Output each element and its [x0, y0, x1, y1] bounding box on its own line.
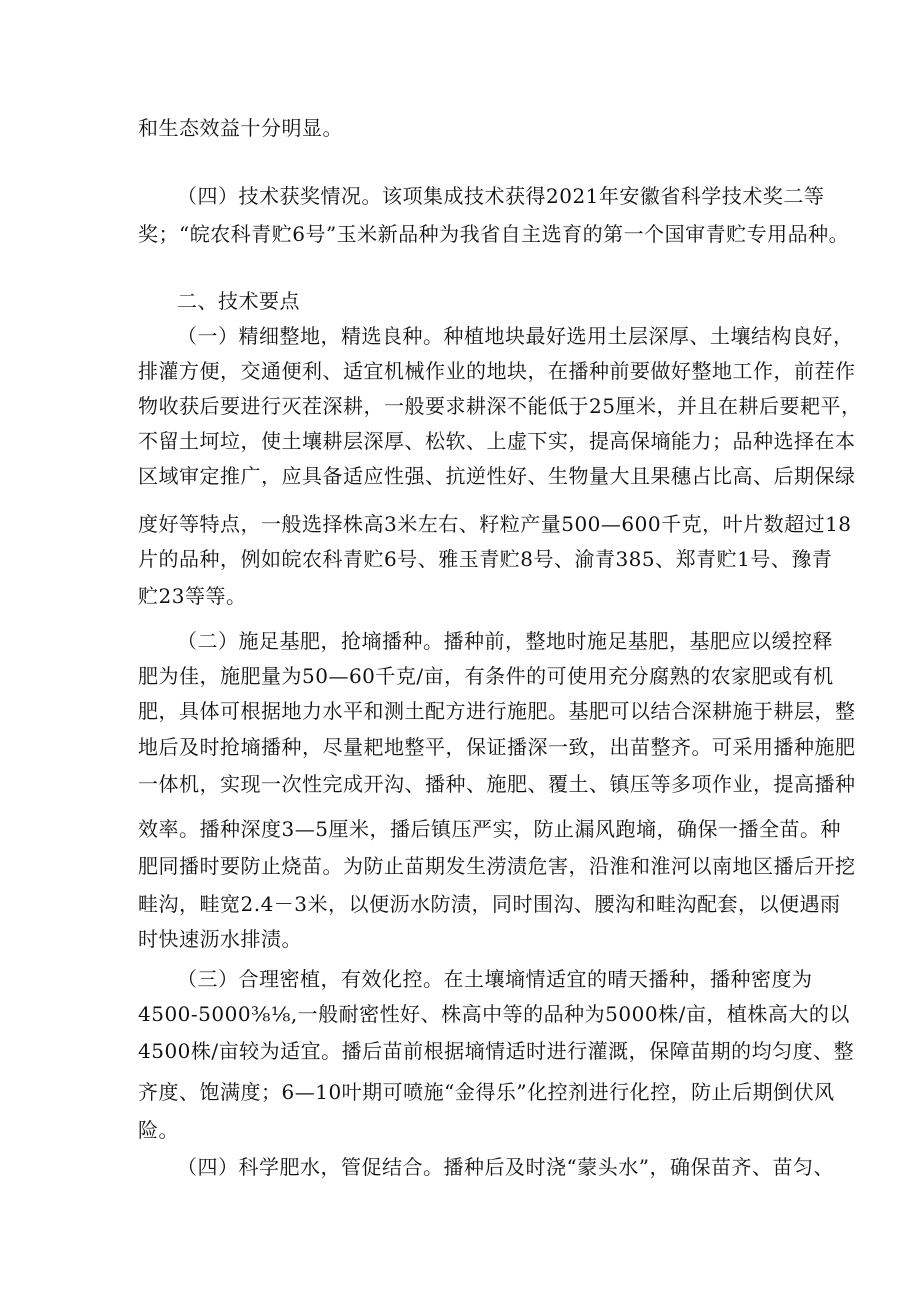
text-line: 度好等特点，一般选择株高3米左右、籽粒产量500—600千克，叶片数超过18	[138, 512, 852, 536]
text-line: 肥同播时要防止烧苗。为防止苗期发生涝渍危害，沿淮和淮河以南地区播后开挖	[138, 854, 856, 878]
section-heading: 二、技术要点	[177, 289, 300, 313]
text-line: 畦沟，畦宽2.4－3米，以便沥水防渍，同时围沟、腰沟和畦沟配套，以便遇雨	[138, 892, 841, 916]
text-line: 和生态效益十分明显。	[138, 116, 343, 140]
text-line: 4500-5000⅜⅛,一般耐密性好、株高中等的品种为5000株/亩，植株高大的以	[138, 1002, 850, 1026]
text-line: 区域审定推广，应具备适应性强、抗逆性好、生物量大且果穗占比高、后期保绿	[138, 464, 856, 488]
text-line: 时快速沥水排渍。	[138, 927, 302, 951]
text-line: 物收获后要进行灭茬深耕，一般要求耕深不能低于25厘米，并且在耕后要耙平，	[138, 394, 862, 418]
text-line: 一体机，实现一次性完成开沟、播种、施肥、覆土、镇压等多项作业，提高播种	[138, 772, 856, 796]
text-line: 险。	[138, 1118, 179, 1142]
text-line: （四）技术获奖情况。该项集成技术获得2021年安徽省科学技术奖二等	[177, 184, 825, 208]
text-line: （三）合理密植，有效化控。在土壤墒情适宜的晴天播种，播种密度为	[177, 967, 813, 991]
text-line: （二）施足基肥，抢墒播种。播种前，整地时施足基肥，基肥应以缓控释	[177, 629, 833, 653]
text-line: 贮23等等。	[138, 584, 247, 608]
text-line: （四）科学肥水，管促结合。播种后及时浇“蒙头水”，确保苗齐、苗匀、	[177, 1155, 834, 1179]
text-line: 不留土坷垃，使土壤耕层深厚、松软、上虚下实，提高保墒能力；品种选择在本	[138, 429, 856, 453]
text-line: 4500株/亩较为适宜。播后苗前根据墒情适时进行灌溉，保障苗期的均匀度、整	[138, 1039, 855, 1063]
text-line: 排灌方便，交通便利、适宜机械作业的地块，在播种前要做好整地工作，前茬作	[138, 359, 856, 383]
text-line: （一）精细整地，精选良种。种植地块最好选用土层深厚、土壤结构良好，	[177, 324, 854, 348]
text-line: 齐度、饱满度；6—10叶期可喷施“金得乐”化控剂进行化控，防止后期倒伏风	[138, 1080, 835, 1104]
text-line: 奖；“皖农科青贮6号”玉米新品种为我省自主选育的第一个国审青贮专用品种。	[138, 222, 850, 246]
text-line: 效率。播种深度3—5厘米，播后镇压严实，防止漏风跑墒，确保一播全苗。种	[138, 817, 841, 841]
text-line: 地后及时抢墒播种，尽量耙地整平，保证播深一致，出苗整齐。可采用播种施肥	[138, 735, 856, 759]
text-line: 肥，具体可根据地力水平和测土配方进行施肥。基肥可以结合深耕施于耕层，整	[138, 699, 856, 723]
text-line: 片的品种，例如皖农科青贮6号、雅玉青贮8号、渝青385、郑青贮1号、豫青	[138, 547, 833, 571]
text-line: 肥为佳，施肥量为50—60千克/亩，有条件的可使用充分腐熟的农家肥或有机	[138, 664, 834, 688]
